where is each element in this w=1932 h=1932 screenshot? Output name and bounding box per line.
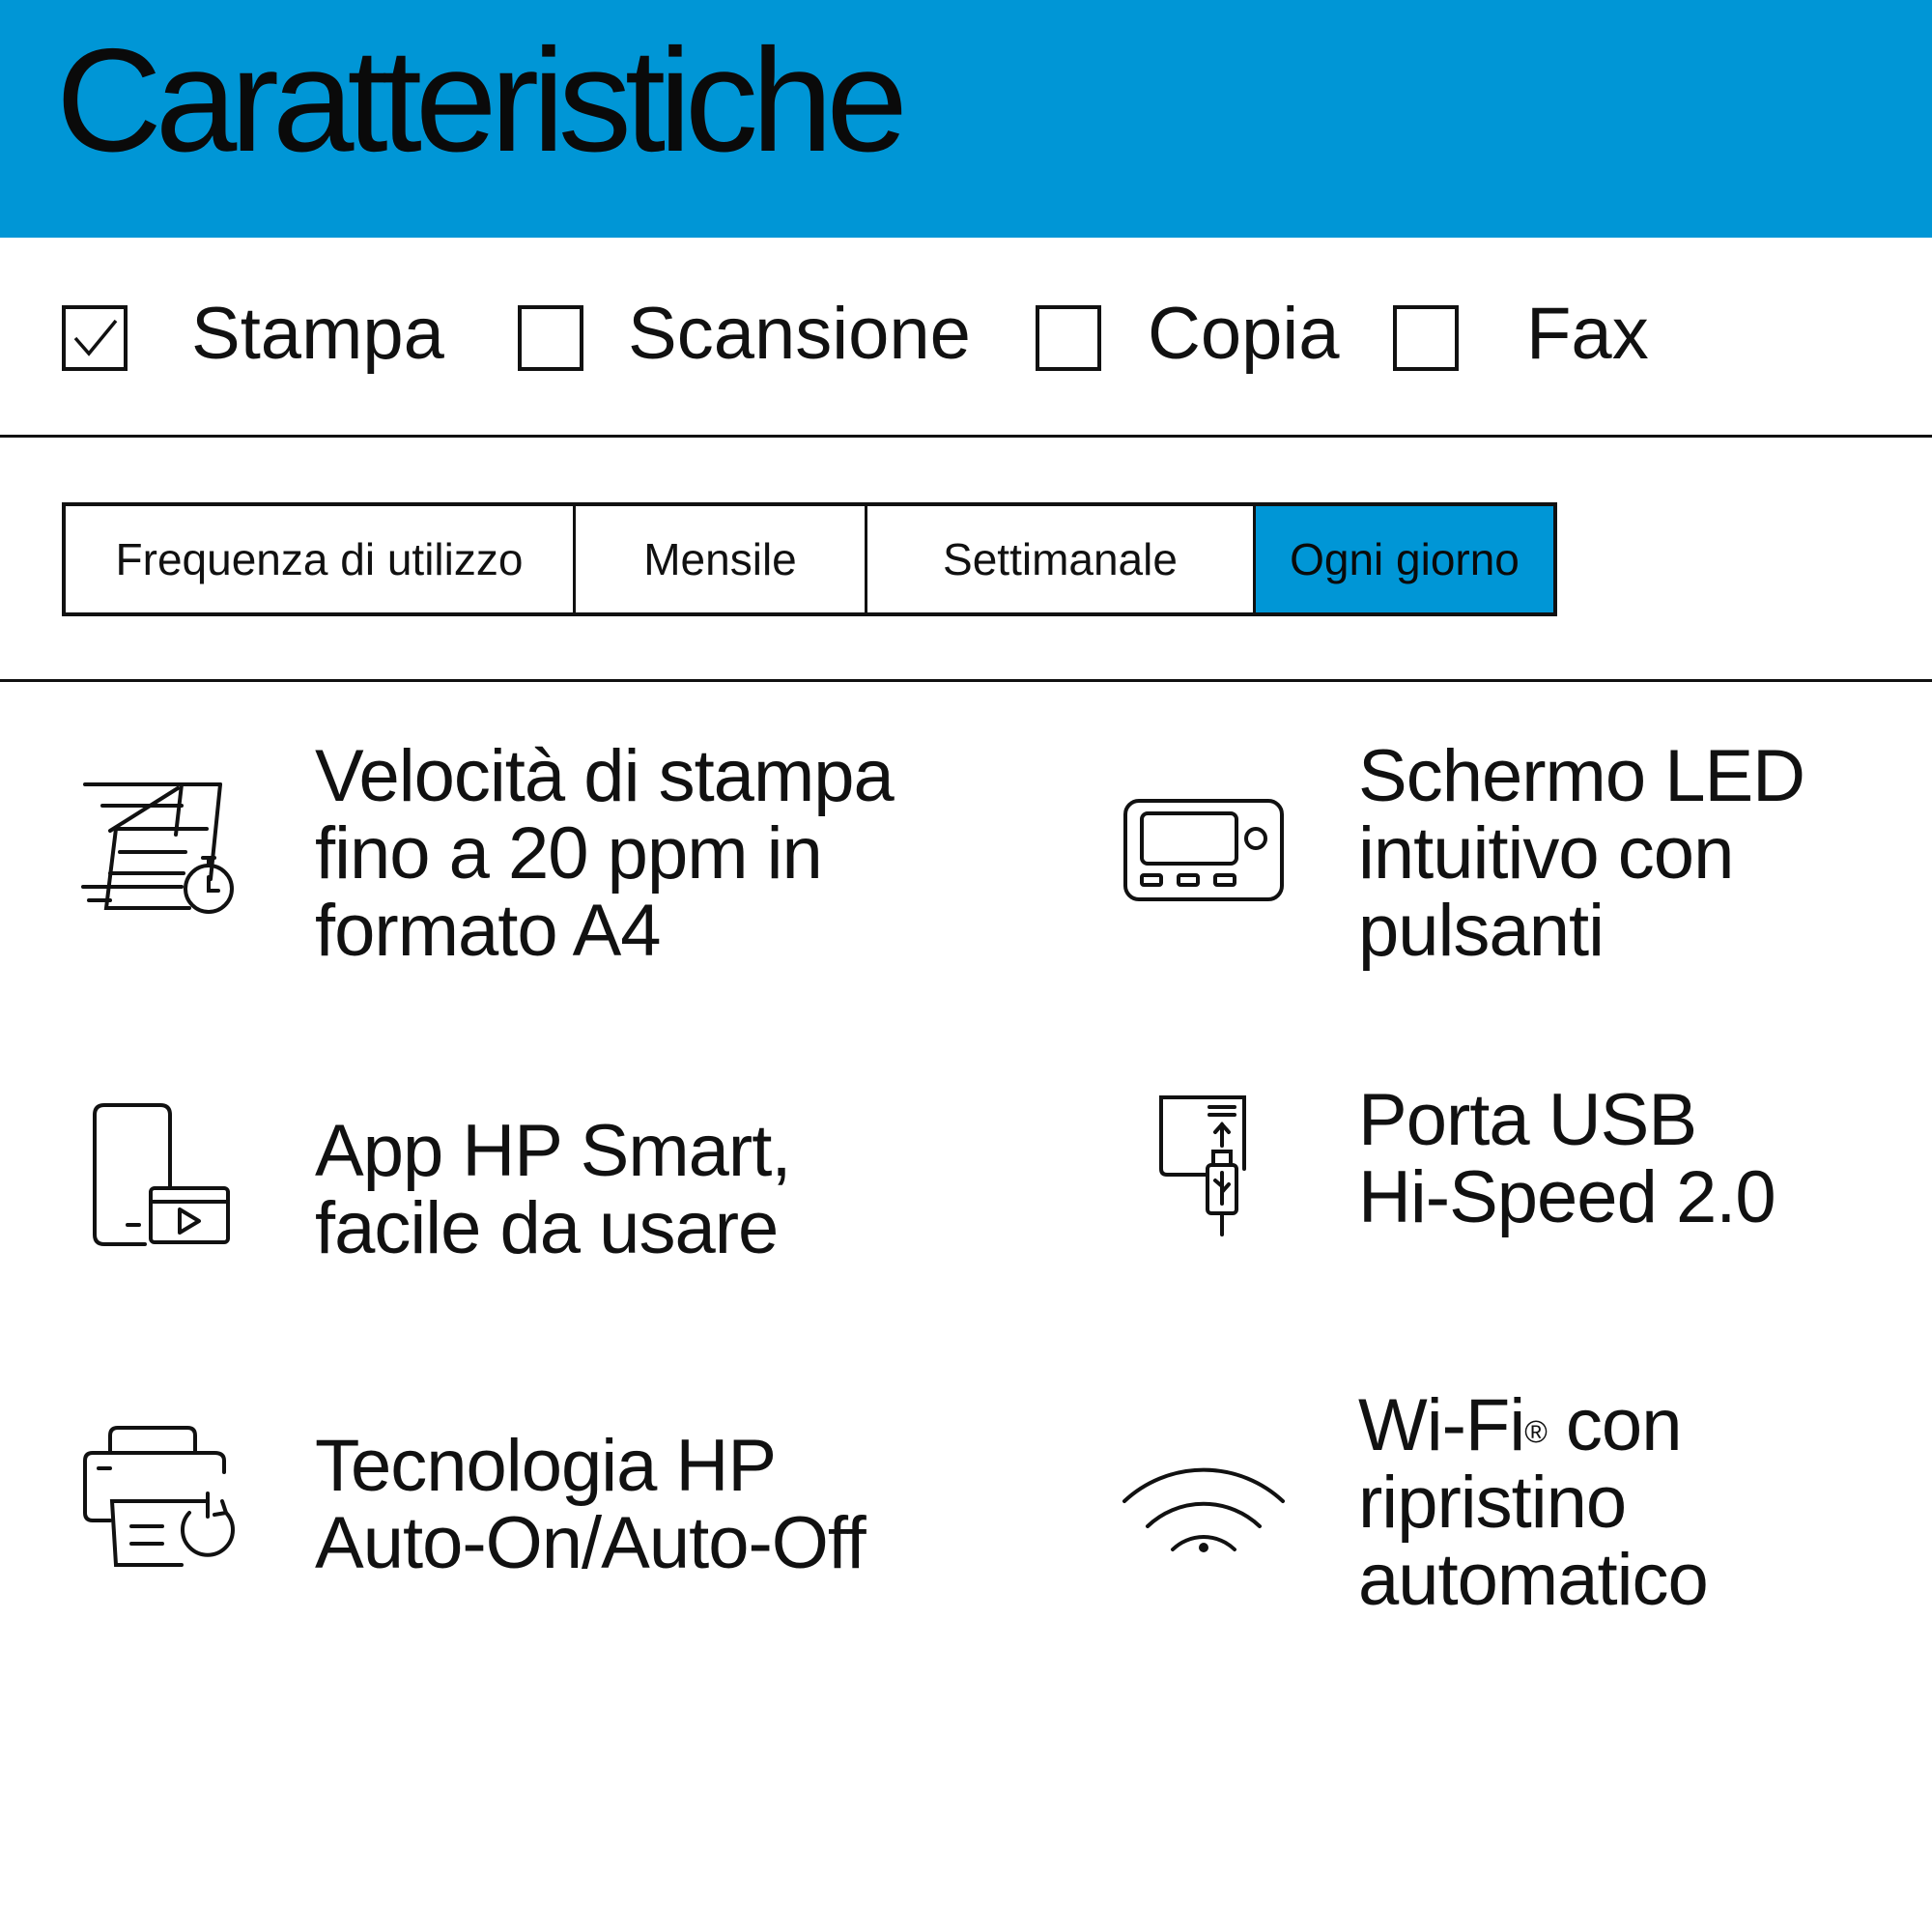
usb-port-icon [1157,1094,1250,1238]
feature-usb [1358,1079,1776,1238]
checkbox-fax[interactable] [1393,305,1459,371]
divider [0,435,1932,438]
feature-print-speed-line: formato A4 [315,890,661,972]
page-title: Caratteristiche [56,18,901,183]
frequency-label: Frequenza di utilizzo [66,506,576,612]
function-fax [1393,290,1459,386]
feature-hp-smart-line: facile da usare [315,1187,779,1269]
function-copia [1036,290,1101,386]
function-label-fax: Fax [1526,293,1649,375]
feature-auto-on-off [315,1425,866,1584]
feature-usb-line: Porta USB [1358,1079,1697,1161]
function-scansione [518,290,583,386]
function-stampa [62,290,128,386]
registered-mark: ® [1524,1414,1547,1449]
hp-smart-app-icon [91,1101,236,1250]
divider [0,679,1932,682]
auto-on-off-icon [81,1424,238,1573]
function-checklist [0,290,1932,386]
led-screen-icon [1122,798,1287,904]
feature-wifi-line: automatico [1358,1539,1708,1621]
frequency-option-mensile[interactable]: Mensile [576,506,867,612]
feature-hp-smart-line: App HP Smart, [315,1110,791,1192]
feature-led-screen-line: Schermo LED [1358,735,1805,817]
feature-wifi [1358,1384,1708,1621]
wifi-icon [1119,1457,1289,1559]
feature-led-screen [1358,735,1805,972]
function-label-scansione: Scansione [628,293,971,375]
feature-wifi-line [1358,1384,1708,1466]
checkbox-scansione[interactable] [518,305,583,371]
feature-print-speed-line: Velocità di stampa [315,735,894,817]
feature-wifi-line-1: Wi-Fi [1358,1384,1525,1466]
feature-led-screen-line: intuitivo con [1358,812,1734,895]
frequency-option-ogni-giorno[interactable]: Ogni giorno [1256,506,1553,612]
checkmark-icon [66,309,124,367]
feature-print-speed [315,735,894,972]
header-banner [0,0,1932,238]
function-label-copia: Copia [1148,293,1340,375]
checkbox-copia[interactable] [1036,305,1101,371]
feature-wifi-line-1-suffix: con [1546,1384,1682,1466]
checkbox-stampa[interactable] [62,305,128,371]
feature-auto-on-off-line: Tecnologia HP [315,1425,777,1507]
feature-auto-on-off-line: Auto-On/Auto-Off [315,1502,866,1584]
feature-led-screen-line: pulsanti [1358,890,1604,972]
print-speed-icon [81,779,236,922]
usage-frequency-selector [62,502,1557,616]
feature-hp-smart [315,1110,791,1269]
frequency-option-settimanale[interactable]: Settimanale [867,506,1256,612]
function-label-stampa: Stampa [191,293,444,375]
feature-usb-line: Hi-Speed 2.0 [1358,1156,1776,1238]
feature-wifi-line: ripristino [1358,1462,1627,1544]
feature-print-speed-line: fino a 20 ppm in [315,812,822,895]
